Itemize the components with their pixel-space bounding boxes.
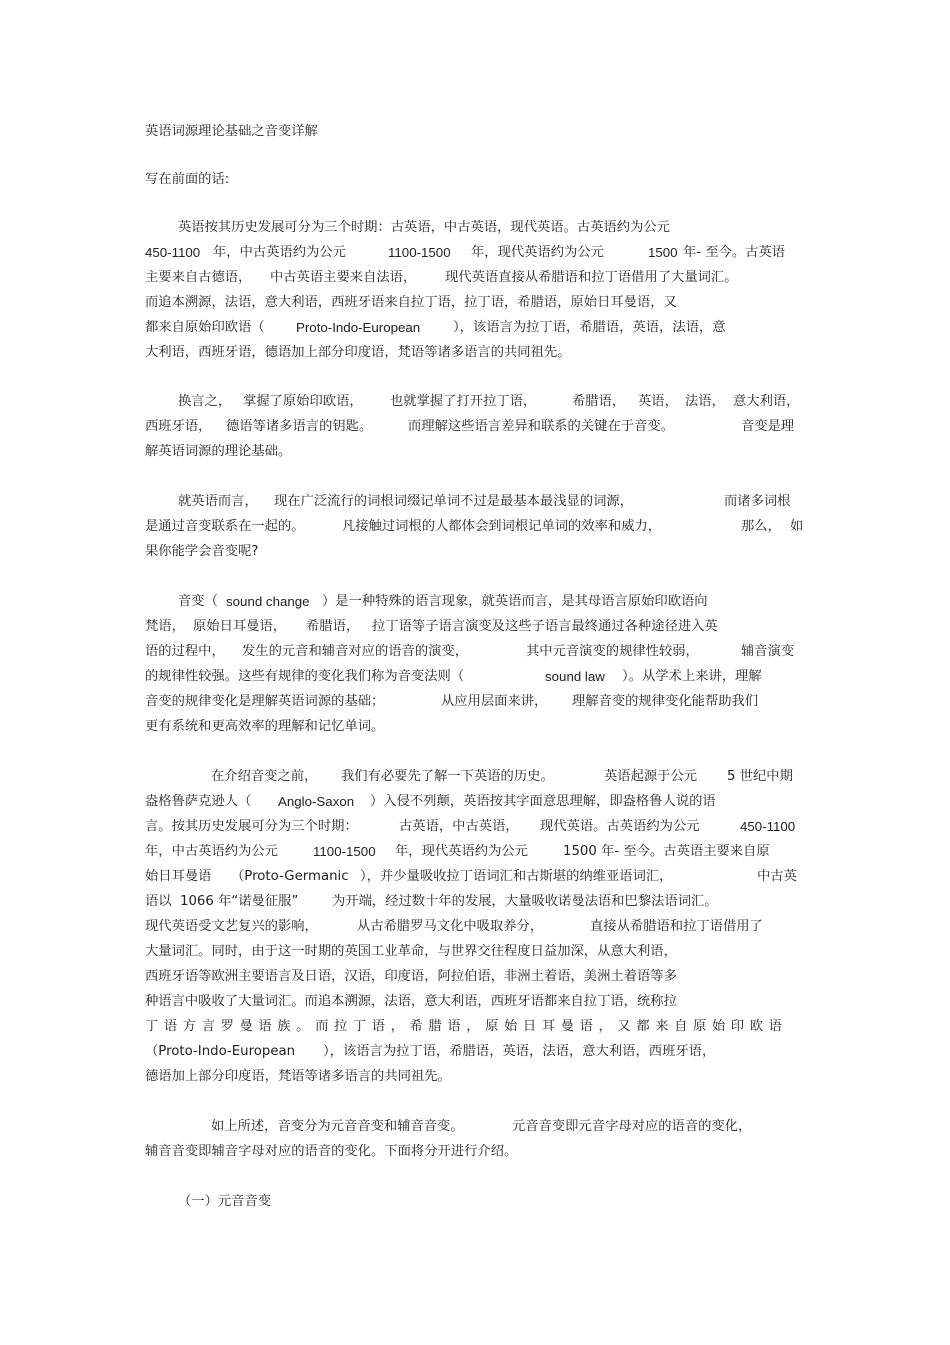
p1-text: 年，中古英语约为公元 [213,245,346,260]
p1-text: 1100-1500 [388,245,451,260]
p3-text: 如 [790,519,804,534]
p6-text: 如上所述，音变分为元音音变和辅音音变。 [211,1119,464,1134]
p5-text: 450-1100 [740,819,796,834]
p4-text: ）是一种特殊的语言现象，就英语而言，是其母语言原始印欧语向 [322,594,708,609]
p5-text: Anglo-Saxon [278,794,355,809]
p5-text: ），并少量吸收拉丁语词汇和古斯堪的纳维亚语词汇， [360,869,673,884]
section-heading-text: （一）元音音变 [178,1194,272,1209]
p2-text: 掌握了原始印欧语， [243,394,363,409]
p2-text: 也就掌握了打开拉丁语， [390,394,537,409]
p5-text: 丁语方言罗曼语族。而拉丁语，希腊语，原始日耳曼语，又都来自原始印欧语 [145,1019,788,1034]
p3-text: 现在广泛流行的词根词缀记单词不过是最基本最浅显的词源， [274,494,634,509]
p3-text: 那么， [741,519,781,534]
p1-text: 1500 [648,245,678,260]
p3-text: 凡接触过词根的人都体会到词根记单词的效率和威力， [342,519,662,534]
p5-text: 大量词汇。同时，由于这一时期的英国工业革命，与世界交往程度日益加深，从意大利语， [145,944,677,959]
p2-text: 西班牙语， [145,419,212,434]
p1-text: 450-1100 [145,245,201,260]
p6-text: 元音音变即元音字母对应的语音的变化， [512,1119,752,1134]
p1-text: 大利语，西班牙语，德语加上部分印度语，梵语等诸多语言的共同祖先。 [145,345,571,360]
p4-text: 其中元音演变的规律性较弱， [526,644,699,659]
p4-text: 语的过程中， [145,644,225,659]
p3-text: 是通过音变联系在一起的。 [145,519,305,534]
p2-text: 解英语词源的理论基础。 [145,444,292,459]
p5-text: （Proto-Indo-European [145,1044,296,1059]
p5-text: 中古英 [757,869,797,884]
p4-text: 音变的规律变化是理解英语词源的基础； [145,694,385,709]
p3-text: 而诸多词根 [724,494,791,509]
p5-text: ）入侵不列颠，英语按其字面意思理解，即盎格鲁人说的语 [370,794,716,809]
p4-text: sound law [545,669,605,684]
title-text: 英语词源理论基础之音变详解 [145,124,318,139]
p2-text: 意大利语， [733,394,800,409]
p5-text: 从古希腊罗马文化中吸取养分， [357,919,544,934]
p5-text: 现代英语受文艺复兴的影响， [145,919,318,934]
p3-text: 就英语而言， [178,494,258,509]
p4-text: 原始日耳曼语， [193,619,287,634]
p5-text: 为开端，经过数十年的发展，大量吸收诺曼法语和巴黎法语词汇。 [332,894,718,909]
p1-text: ），该语言为拉丁语，希腊语，英语，法语，意 [453,320,726,335]
p5-text: 始日耳曼语 [145,869,212,884]
p5-text: 语以 [145,894,172,909]
p4-text: 更有系统和更高效率的理解和记忆单词。 [145,719,385,734]
p5-text: 1500 年- 至今。古英语主要来自原 [563,844,770,859]
p2-text: 希腊语， [572,394,626,409]
p4-text: 音变（ [178,594,218,609]
p5-text: 现代英语。古英语约为公元 [540,819,700,834]
p5-text: （Proto-Germanic [231,869,349,884]
p4-text: 希腊语， [306,619,360,634]
p5-text: 言。按其历史发展可分为三个时期： [145,819,358,834]
p4-text: ）。从学术上来讲，理解 [622,669,762,684]
p2-text: 而理解这些语言差异和联系的关键在于音变。 [408,419,674,434]
p4-text: 从应用层面来讲， [441,694,548,709]
p5-text: 西班牙语等欧洲主要语言及日语，汉语，印度语，阿拉伯语，非洲土着语，美洲土着语等多 [145,969,677,984]
p4-text: 拉丁语等子语言演变及这些子语言最终通过各种途径进入英 [372,619,718,634]
p5-text: 盎格鲁萨克逊人（ [145,794,252,809]
p1-text: 而追本溯源，法语，意大利语，西班牙语来自拉丁语，拉丁语，希腊语，原始日耳曼语，又 [145,295,677,310]
p4-text: 辅音演变 [741,644,795,659]
p5-text: 英语起源于公元 [604,769,698,784]
preface-heading-text: 写在前面的话: [145,172,230,187]
p2-text: 英语， [638,394,678,409]
p1-text: 中古英语主要来自法语， [270,270,417,285]
p1-text: 现代英语直接从希腊语和拉丁语借用了大量词汇。 [445,270,738,285]
p5-text: 种语言中吸收了大量词汇。而追本溯源，法语，意大利语，西班牙语都来自拉丁语，统称拉 [145,994,677,1009]
p2-text: 法语， [685,394,725,409]
p4-text: 理解音变的规律变化能帮助我们 [572,694,759,709]
p5-text: 在介绍音变之前， [211,769,318,784]
p1-text: 年- 至今。古英语 [683,245,786,260]
p2-text: 德语等诸多语言的钥匙。 [226,419,373,434]
p4-text: 梵语， [145,619,185,634]
p1-text: 年，现代英语约为公元 [471,245,604,260]
p2-text: 换言之， [178,394,232,409]
p5-text: ），该语言为拉丁语，希腊语，英语，法语，意大利语，西班牙语， [323,1044,716,1059]
p5-text: 1066 年“诺曼征服” [180,894,299,909]
p1-text: 都来自原始印欧语（ [145,320,265,335]
p4-text: 发生的元音和辅音对应的语音的演变， [242,644,469,659]
p5-text: 年，中古英语约为公元 [145,844,278,859]
p3-text: 果你能学会音变呢? [145,544,259,559]
p2-text: 音变是理 [741,419,795,434]
p1-text: 主要来自古德语， [145,270,252,285]
p5-text: 5 世纪中期 [727,769,793,784]
p6-text: 辅音音变即辅音字母对应的语音的变化。下面将分开进行介绍。 [145,1144,518,1159]
p5-text: 古英语，中古英语， [399,819,519,834]
p5-text: 1100-1500 [313,844,376,859]
p5-text: 我们有必要先了解一下英语的历史。 [341,769,554,784]
p1-text: Proto-Indo-European [296,320,421,335]
p5-text: 年，现代英语约为公元 [395,844,528,859]
p5-text: 直接从希腊语和拉丁语借用了 [590,919,763,934]
p4-text: sound change [226,594,310,609]
p5-text: 德语加上部分印度语，梵语等诸多语言的共同祖先。 [145,1069,451,1084]
p1-text: 英语按其历史发展可分为三个时期：古英语，中古英语，现代英语。古英语约为公元 [178,220,670,235]
p4-text: 的规律性较强。这些有规律的变化我们称为音变法则（ [145,669,465,684]
